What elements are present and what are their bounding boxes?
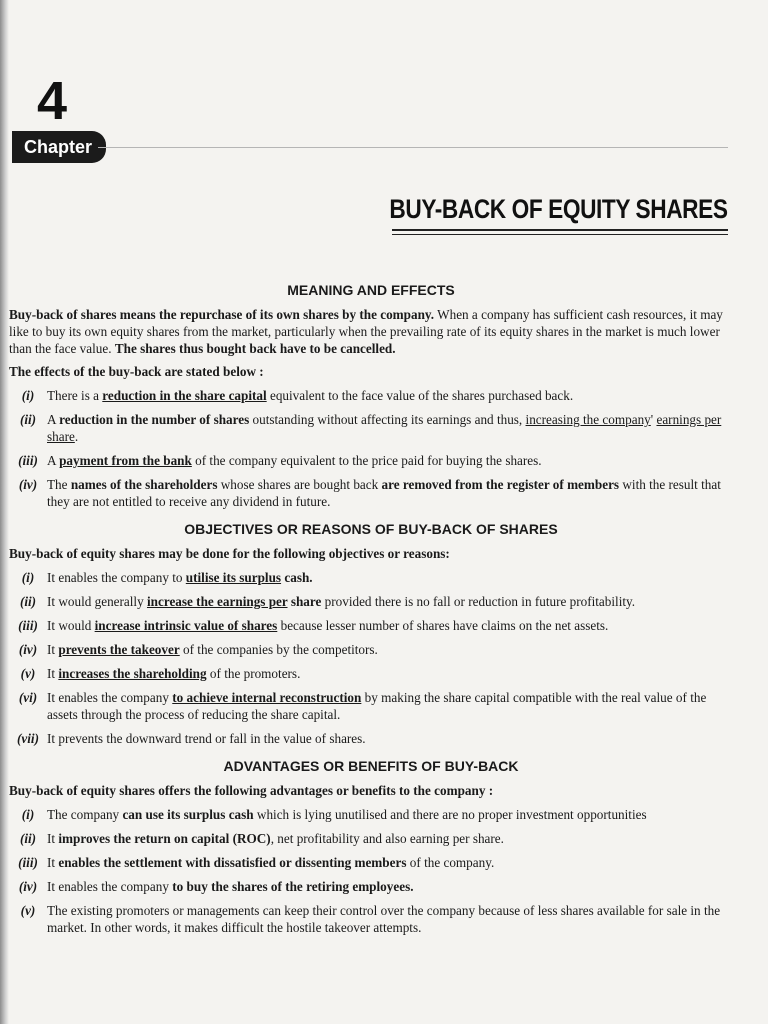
text-run: with the result that they are not entitled to receive any dividend in future. xyxy=(47,477,721,509)
chapter-badge: Chapter xyxy=(12,131,106,163)
list-item xyxy=(9,617,733,634)
section-lead: Buy-back of equity shares may be done for the following objectives or reasons: xyxy=(9,546,450,561)
list-item-number: (vii) xyxy=(17,731,39,746)
list-item xyxy=(9,452,733,469)
list-item-text xyxy=(47,689,733,723)
section-advantages xyxy=(9,758,733,936)
text-run: It enables the company xyxy=(47,690,173,705)
bold-text: share xyxy=(287,594,322,609)
text-run: A xyxy=(47,453,60,468)
bold-text: The shares thus bought back have to be cancelled. xyxy=(114,341,396,356)
bold-text: to achieve internal reconstruction xyxy=(172,690,362,705)
text-run: whose shares are bought back xyxy=(217,477,382,492)
text-run: It prevents the downward trend or fall in the value of shares. xyxy=(47,731,366,746)
section-meaning xyxy=(9,282,733,510)
title-underline xyxy=(392,229,728,231)
text-run: It xyxy=(47,831,59,846)
list-item-text xyxy=(47,411,733,445)
effects-list xyxy=(9,387,733,510)
bold-text: are removed from the register of members xyxy=(381,477,620,492)
bold-text: prevents the takeover xyxy=(58,642,180,657)
text-run: outstanding without affecting its earnings and thus, xyxy=(249,412,526,427)
list-item-number: (ii) xyxy=(19,412,37,427)
text-run: earnings per share xyxy=(47,412,722,444)
bold-text: reduction in the number of shares xyxy=(59,412,250,427)
list-item-text xyxy=(47,830,733,847)
list-item-number: (vi) xyxy=(18,690,38,705)
text-run: increasing the company xyxy=(525,412,651,427)
bold-text: can use its surplus cash xyxy=(122,807,254,822)
bold-text: Buy-back of shares means the repurchase of its own shares by the company. xyxy=(9,307,435,322)
bold-text: utilise its surplus xyxy=(185,570,282,585)
section-lead: The effects of the buy-back are stated below : xyxy=(9,364,264,379)
bold-text: reduction in the share capital xyxy=(102,388,267,403)
list-item xyxy=(9,641,733,658)
list-item-text xyxy=(47,641,733,658)
text-run: of the promoters. xyxy=(206,666,301,681)
text-run: The company xyxy=(47,807,123,822)
list-item xyxy=(9,569,733,586)
text-run: It xyxy=(47,666,59,681)
bold-text: increases the shareholding xyxy=(58,666,207,681)
section-heading: ADVANTAGES OR BENEFITS OF BUY-BACK xyxy=(223,758,519,774)
list-item-number: (iv) xyxy=(18,642,38,657)
list-item xyxy=(9,854,733,871)
text-run: When a company has sufficient cash resources, it may like to buy its own equity shares from the market, particularly when the prevailing rate of its equity shares in the market is much lower than the face value. xyxy=(9,307,723,356)
section-heading: OBJECTIVES OR REASONS OF BUY-BACK OF SHARES xyxy=(184,521,558,537)
section-heading: MEANING AND EFFECTS xyxy=(287,282,455,298)
list-item-text xyxy=(47,878,733,895)
list-item xyxy=(9,593,733,610)
text-run: which is lying unutilised and there are no proper investment opportunities xyxy=(253,807,647,822)
text-run: It would xyxy=(47,618,95,633)
text-run: It xyxy=(47,642,59,657)
list-item xyxy=(9,730,733,747)
page-title: BUY-BACK OF EQUITY SHARES xyxy=(389,194,728,224)
list-item-text xyxy=(47,730,733,747)
text-run: The existing promoters or managements can keep their control over the company because of less shares available for sale in the market. In other words, it makes difficult the hostile takeover attempts. xyxy=(47,903,721,935)
list-item-text xyxy=(47,569,733,586)
text-run: by making the share capital compatible with the real value of the assets through the process of reducing the share capital. xyxy=(47,690,707,722)
list-item xyxy=(9,830,733,847)
text-run: It enables the company xyxy=(47,879,173,894)
list-item-text xyxy=(47,387,733,404)
list-item xyxy=(9,689,733,723)
text-run: provided there is no fall or reduction in future profitability. xyxy=(321,594,636,609)
text-run: of the company. xyxy=(406,855,495,870)
list-item xyxy=(9,878,733,895)
title-underline-thin xyxy=(392,234,728,235)
advantages-list xyxy=(9,806,733,936)
list-item xyxy=(9,665,733,682)
text-run: of the companies by the competitors. xyxy=(179,642,378,657)
text-run: , net profitability and also earning per share. xyxy=(270,831,504,846)
bold-text: payment from the bank xyxy=(59,453,192,468)
section-objectives xyxy=(9,521,733,747)
text-run: . xyxy=(74,429,79,444)
bold-text: names of the shareholders xyxy=(70,477,218,492)
list-item-text xyxy=(47,476,733,510)
page-content xyxy=(9,282,733,943)
list-item-number: (i) xyxy=(21,570,35,585)
list-item-text xyxy=(47,902,733,936)
list-item-number: (i) xyxy=(21,388,35,403)
intro-paragraph xyxy=(9,306,733,357)
list-item-text xyxy=(47,854,733,871)
list-item-number: (v) xyxy=(20,903,36,918)
bold-text: increase the earnings per xyxy=(146,594,288,609)
bold-text: to buy the shares of the retiring employees. xyxy=(172,879,414,894)
bold-text: enables the settlement with dissatisfied or dissenting members xyxy=(58,855,407,870)
list-item-number: (iii) xyxy=(18,618,38,633)
text-run: It xyxy=(47,855,59,870)
list-item-number: (iii) xyxy=(18,855,38,870)
list-item-text xyxy=(47,617,733,634)
objectives-list xyxy=(9,569,733,747)
list-item-number: (ii) xyxy=(19,594,37,609)
list-item-text xyxy=(47,806,733,823)
list-item-text xyxy=(47,452,733,469)
text-run: equivalent to the face value of the shares purchased back. xyxy=(266,388,574,403)
list-item-text xyxy=(47,665,733,682)
bold-text: improves the return on capital (ROC) xyxy=(58,831,271,846)
list-item xyxy=(9,411,733,445)
list-item-number: (i) xyxy=(21,807,35,822)
text-run: There is a xyxy=(47,388,103,403)
section-lead: Buy-back of equity shares offers the following advantages or benefits to the company : xyxy=(9,783,494,798)
list-item-number: (iv) xyxy=(18,879,38,894)
bold-text: cash. xyxy=(281,570,313,585)
list-item-number: (iii) xyxy=(18,453,38,468)
text-run: of the company equivalent to the price paid for buying the shares. xyxy=(191,453,542,468)
text-run: A xyxy=(47,412,60,427)
text-run: because lesser number of shares have claims on the net assets. xyxy=(277,618,609,633)
chapter-rule xyxy=(98,147,728,148)
bold-text: increase intrinsic value of shares xyxy=(94,618,278,633)
text-run: The xyxy=(47,477,71,492)
chapter-number: 4 xyxy=(37,71,68,131)
list-item-text xyxy=(47,593,733,610)
list-item-number: (iv) xyxy=(18,477,38,492)
text-run: ' xyxy=(650,412,657,427)
text-run: It would generally xyxy=(47,594,147,609)
list-item xyxy=(9,806,733,823)
text-run: It enables the company to xyxy=(47,570,186,585)
list-item-number: (v) xyxy=(20,666,36,681)
list-item-number: (ii) xyxy=(19,831,37,846)
page-spine-shadow xyxy=(0,0,9,1024)
list-item xyxy=(9,476,733,510)
list-item xyxy=(9,902,733,936)
list-item xyxy=(9,387,733,404)
